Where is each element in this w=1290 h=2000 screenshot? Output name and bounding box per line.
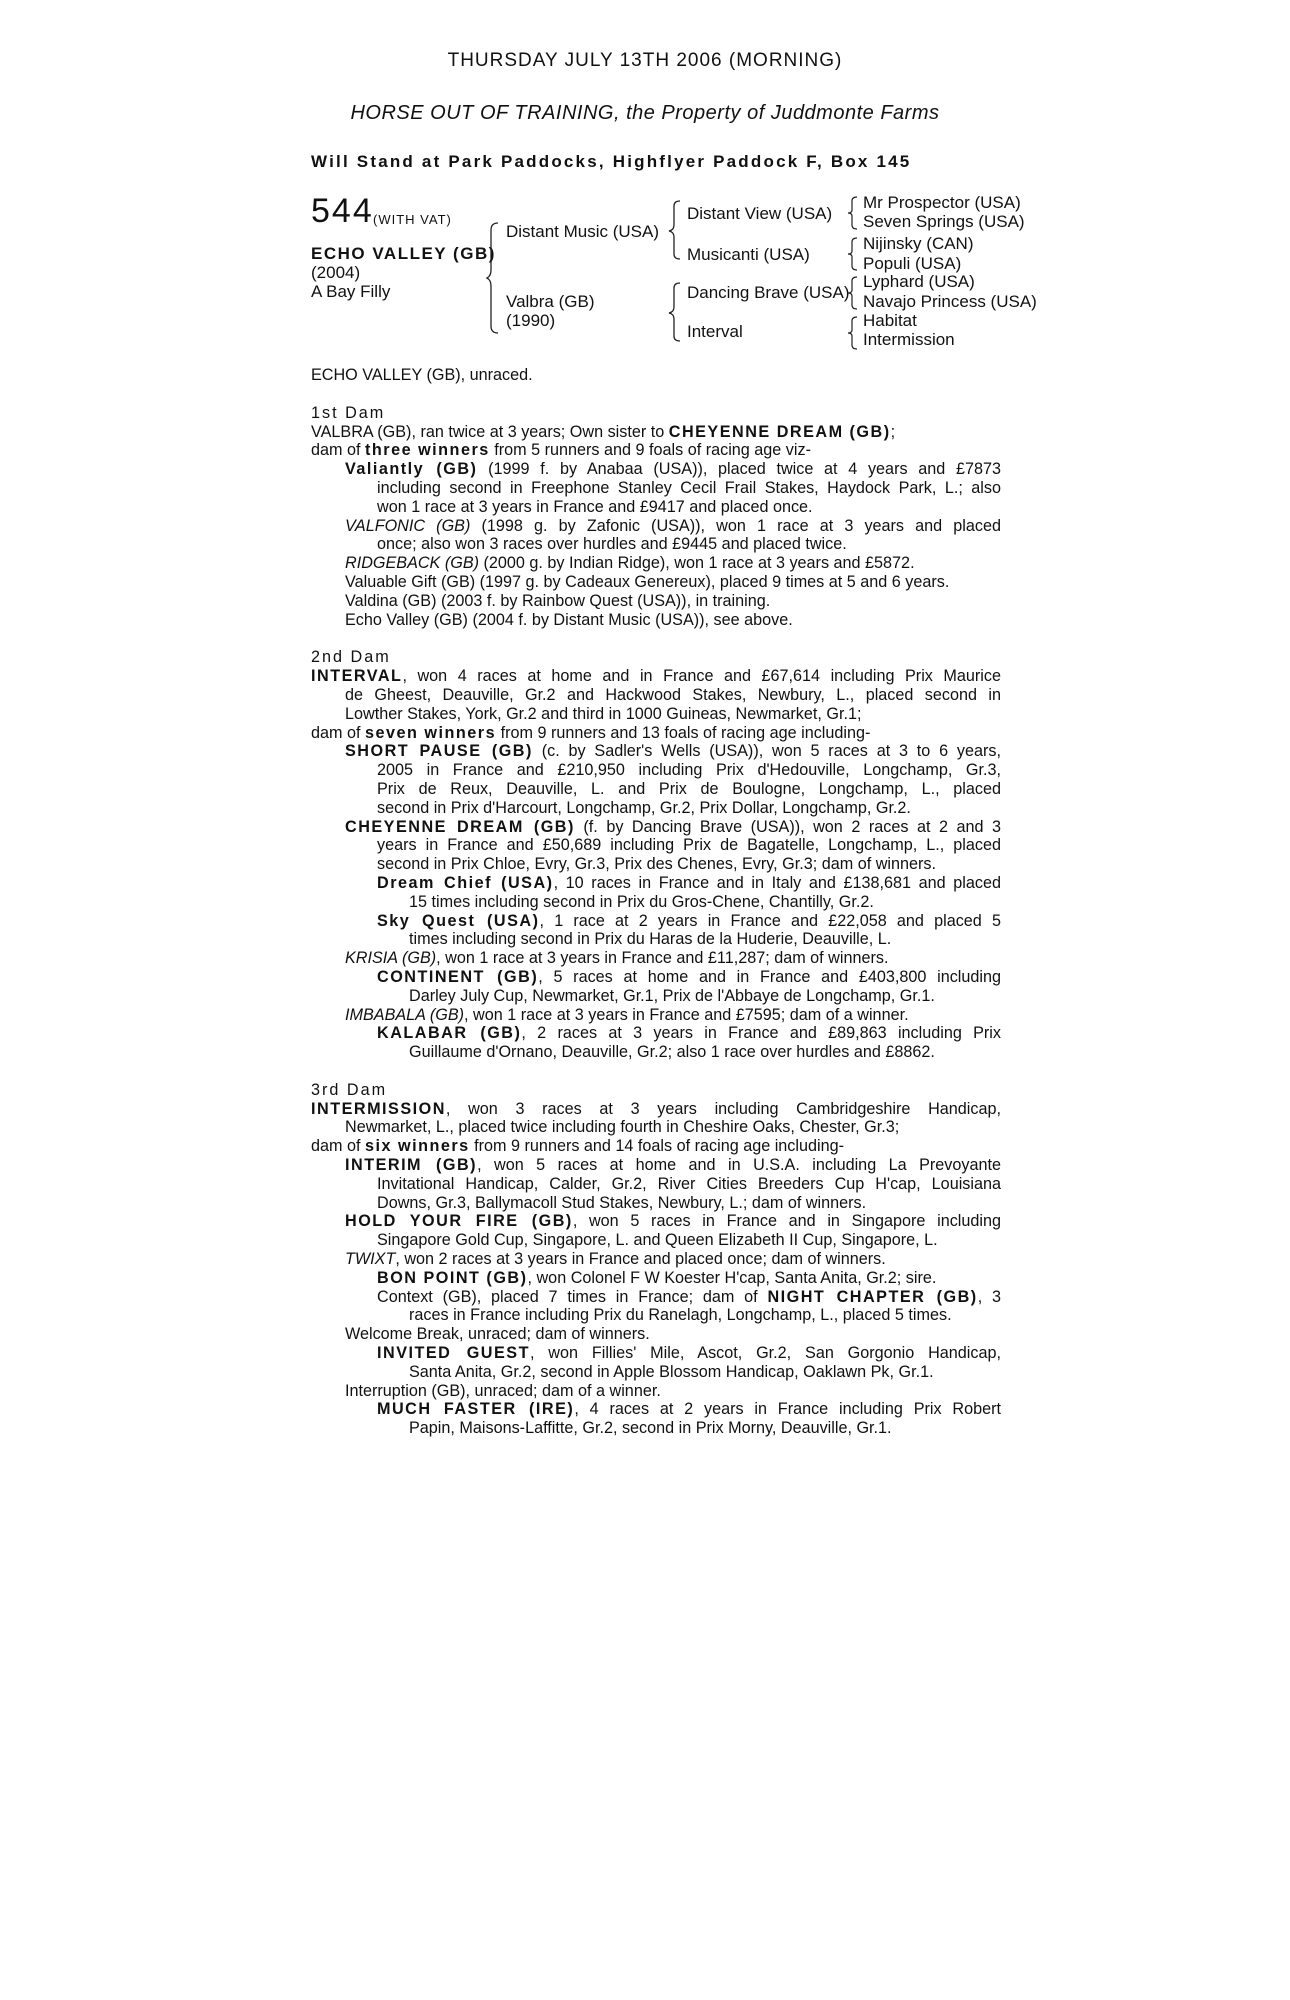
location-line: Will Stand at Park Paddocks, Highflyer Paddock F, Box 145	[311, 152, 912, 171]
produce-entry: INVITED GUEST, won Fillies' Mile, Ascot, Gr.2, San Gorgonio Handicap,	[377, 1344, 1001, 1363]
produce-entry: Interruption (GB), unraced; dam of a winner.	[345, 1381, 661, 1400]
first-dam-produce-summary: dam of three winners from 5 runners and 9 foals of racing age viz-	[311, 441, 811, 460]
granddam-line-4: Populi (USA)	[863, 254, 962, 273]
intro-line: ECHO VALLEY (GB), unraced.	[311, 366, 533, 384]
granddam-line-6: Navajo Princess (USA)	[863, 292, 1037, 311]
produce-entry: Sky Quest (USA), 1 race at 2 years in France and £22,058 and placed 5	[377, 911, 1001, 930]
produce-entry: Welcome Break, unraced; dam of winners.	[345, 1325, 650, 1344]
third-dam-line: INTERMISSION, won 3 races at 3 years including Cambridgeshire Handicap,	[311, 1099, 1001, 1118]
pedigree-brace-main	[486, 222, 502, 334]
produce-entry: VALFONIC (GB) (1998 g. by Zafonic (USA)), won 1 race at 3 years and placed	[345, 516, 1001, 535]
second-dam-heading: 2nd Dam	[311, 648, 391, 667]
sire-dam-name: Musicanti (USA)	[687, 245, 810, 264]
dam-name: Valbra (GB)	[506, 292, 595, 311]
produce-entry: Valiantly (GB) (1999 f. by Anabaa (USA)), placed twice at 4 years and £7873	[345, 460, 1001, 479]
second-dam-line-cont: de Gheest, Deauville, Gr.2 and Hackwood Stakes, Newbury, L., placed second in	[345, 685, 1001, 704]
produce-entry: Valuable Gift (GB) (1997 g. by Cadeaux Genereux), placed 9 times at 5 and 6 years.	[345, 572, 950, 591]
produce-entry-cont: second in Prix d'Harcourt, Longchamp, Gr.2, Prix Dollar, Longchamp, Gr.2.	[377, 798, 911, 817]
produce-entry: MUCH FASTER (IRE), 4 races at 2 years in France including Prix Robert	[377, 1400, 1001, 1419]
vendor-line: HORSE OUT OF TRAINING, the Property of Juddmonte Farms	[350, 102, 940, 124]
pedigree-brace-g1	[847, 196, 859, 230]
lot-description: A Bay Filly	[311, 282, 391, 301]
sire-name: Distant Music (USA)	[506, 222, 660, 241]
produce-entry-cont: 2005 in France and £210,950 including Prix d'Hedouville, Longchamp, Gr.3,	[377, 761, 1001, 780]
granddam-line-2: Seven Springs (USA)	[863, 212, 1025, 231]
produce-entry-cont: won 1 race at 3 years in France and £9417 and placed once.	[377, 497, 813, 516]
second-dam-produce-summary: dam of seven winners from 9 runners and 13 foals of racing age including-	[311, 723, 871, 742]
sire-sire-name: Distant View (USA)	[687, 204, 833, 223]
produce-entry-cont: times including second in Prix du Haras de la Huderie, Deauville, L.	[409, 930, 892, 949]
produce-entry-cont: Darley July Cup, Newmarket, Gr.1, Prix de l'Abbaye de Longchamp, Gr.1.	[409, 986, 935, 1005]
produce-entry-cont: years in France and £50,689 including Prix de Bagatelle, Longchamp, L., placed	[377, 836, 1001, 855]
produce-entry: CONTINENT (GB), 5 races at home and in France and £403,800 including	[377, 967, 1001, 986]
granddam-line-5: Lyphard (USA)	[863, 272, 975, 291]
produce-entry: KALABAR (GB), 2 races at 3 years in France and £89,863 including Prix	[377, 1024, 1002, 1043]
produce-entry-cont: Prix de Reux, Deauville, L. and Prix de Boulogne, Longchamp, L., placed	[377, 779, 1001, 798]
produce-entry-cont: Downs, Gr.3, Ballymacoll Stud Stakes, Newbury, L.; dam of winners.	[377, 1193, 867, 1212]
produce-entry: BON POINT (GB), won Colonel F W Koester H'cap, Santa Anita, Gr.2; sire.	[377, 1268, 937, 1287]
third-dam-heading: 3rd Dam	[311, 1080, 388, 1099]
produce-entry-cont: second in Prix Chloe, Evry, Gr.3, Prix des Chenes, Evry, Gr.3; dam of winners.	[377, 855, 936, 874]
dam-year: (1990)	[506, 311, 556, 330]
pedigree-brace-sire	[668, 200, 682, 260]
vat-note: (WITH VAT)	[373, 212, 452, 227]
lot-number: 544	[311, 192, 374, 230]
produce-entry-cont: 15 times including second in Prix du Gros-Chene, Chantilly, Gr.2.	[409, 892, 874, 911]
pedigree-brace-dam	[668, 282, 682, 342]
granddam-line-1: Mr Prospector (USA)	[863, 193, 1021, 212]
produce-entry: Valdina (GB) (2003 f. by Rainbow Quest (USA)), in training.	[345, 591, 771, 610]
catalogue-text	[311, 366, 1001, 1438]
dam-sire-name: Dancing Brave (USA)	[687, 283, 850, 302]
produce-entry-cont: once; also won 3 races over hurdles and £9445 and placed twice.	[377, 535, 847, 554]
produce-entry: Context (GB), placed 7 times in France; dam of NIGHT CHAPTER (GB), 3	[377, 1287, 1001, 1306]
lot-year: (2004)	[311, 263, 361, 282]
third-dam-section	[311, 1081, 1001, 1438]
produce-entry-cont: Santa Anita, Gr.2, second in Apple Blossom Handicap, Oaklawn Pk, Gr.1.	[409, 1362, 934, 1381]
produce-entry-cont: including second in Freephone Stanley Cecil Frail Stakes, Haydock Park, L.; also	[377, 478, 1001, 497]
granddam-line-3: Nijinsky (CAN)	[863, 234, 974, 253]
pedigree-table	[0, 0, 1290, 360]
produce-entry: SHORT PAUSE (GB) (c. by Sadler's Wells (USA)), won 5 races at 3 to 6 years,	[345, 742, 1001, 761]
produce-entry: Dream Chief (USA), 10 races in France and in Italy and £138,681 and placed	[377, 873, 1001, 892]
pedigree-brace-g3	[847, 276, 859, 310]
dam-dam-name: Interval	[687, 322, 743, 341]
first-dam-heading: 1st Dam	[311, 403, 386, 422]
produce-entry-cont: Papin, Maisons-Laffitte, Gr.2, second in Prix Morny, Deauville, Gr.1.	[409, 1419, 892, 1438]
produce-entry-cont: races in France including Prix du Ranelagh, Longchamp, L., placed 5 times.	[409, 1306, 952, 1325]
pedigree-brace-g4	[847, 316, 859, 350]
produce-entry-cont: Singapore Gold Cup, Singapore, L. and Queen Elizabeth II Cup, Singapore, L.	[377, 1231, 938, 1250]
produce-entry: INTERIM (GB), won 5 races at home and in U.S.A. including La Prevoyante	[345, 1156, 1001, 1175]
third-dam-produce-summary: dam of six winners from 9 runners and 14 foals of racing age including-	[311, 1137, 844, 1156]
produce-entry: HOLD YOUR FIRE (GB), won 5 races in France and in Singapore including	[345, 1212, 1001, 1231]
first-dam-line: VALBRA (GB), ran twice at 3 years; Own sister to CHEYENNE DREAM (GB);	[311, 422, 896, 441]
granddam-line-8: Intermission	[863, 330, 955, 349]
granddam-line-7: Habitat	[863, 311, 917, 330]
sale-date-heading: THURSDAY JULY 13TH 2006 (MORNING)	[447, 50, 843, 71]
second-dam-line-cont: Lowther Stakes, York, Gr.2 and third in 1000 Guineas, Newmarket, Gr.1;	[345, 704, 862, 723]
second-dam-section	[311, 648, 1001, 1062]
third-dam-line-cont: Newmarket, L., placed twice including fourth in Cheshire Oaks, Chester, Gr.3;	[345, 1118, 900, 1137]
second-dam-line: INTERVAL, won 4 races at home and in France and £67,614 including Prix Maurice	[311, 667, 1001, 686]
produce-entry: RIDGEBACK (GB) (2000 g. by Indian Ridge), won 1 race at 3 years and £5872.	[345, 554, 915, 573]
produce-entry: CHEYENNE DREAM (GB) (f. by Dancing Brave (USA)), won 2 races at 2 and 3	[345, 817, 1001, 836]
produce-entry-cont: Guillaume d'Ornano, Deauville, Gr.2; also 1 race over hurdles and £8862.	[409, 1043, 935, 1062]
produce-entry-cont: Invitational Handicap, Calder, Gr.2, River Cities Breeders Cup H'cap, Louisiana	[377, 1174, 1001, 1193]
lot-name: ECHO VALLEY (GB)	[311, 244, 496, 263]
produce-entry: IMBABALA (GB), won 1 race at 3 years in France and £7595; dam of a winner.	[345, 1005, 909, 1024]
first-dam-section	[311, 404, 1001, 630]
produce-entry: Echo Valley (GB) (2004 f. by Distant Music (USA)), see above.	[345, 610, 793, 629]
pedigree-brace-g2	[847, 237, 859, 271]
produce-entry: KRISIA (GB), won 1 race at 3 years in France and £11,287; dam of winners.	[345, 949, 889, 968]
produce-entry: TWIXT, won 2 races at 3 years in France and placed once; dam of winners.	[345, 1250, 886, 1269]
